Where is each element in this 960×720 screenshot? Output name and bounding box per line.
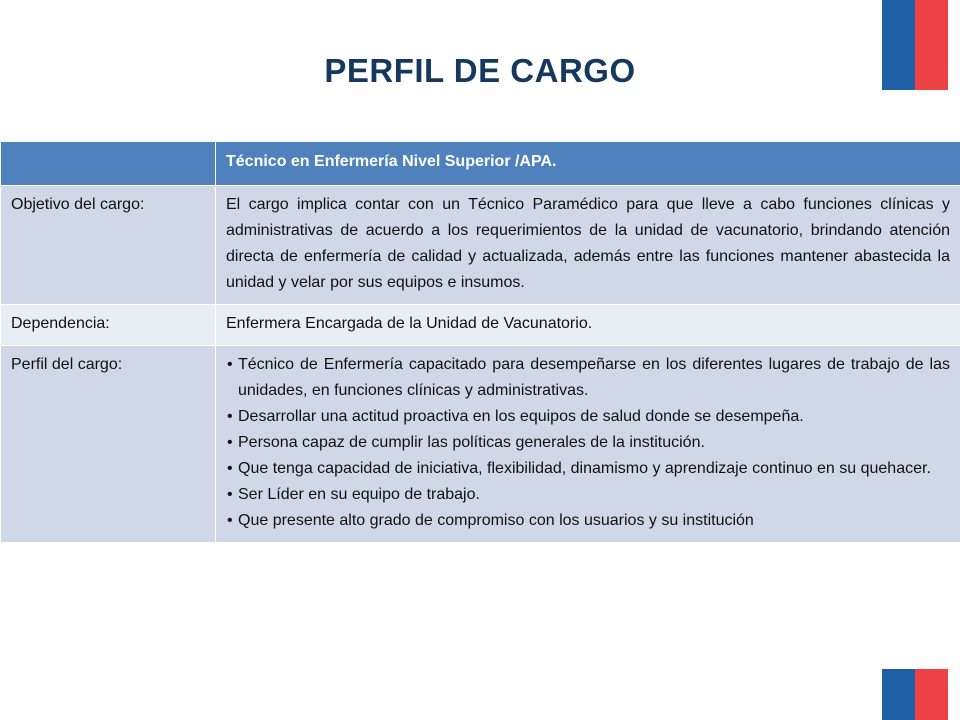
perfil-value (216, 346, 960, 543)
bullet-icon: • (227, 486, 233, 503)
bullet-icon: • (227, 460, 233, 477)
list-item: • Persona capaz de cumplir las políticas generales de la institución. (226, 430, 950, 456)
bullet-icon: • (227, 512, 233, 529)
list-item: • Que presente alto grado de compromiso con los usuarios y su institución (226, 508, 950, 534)
bullet-icon: • (227, 434, 233, 451)
table-header-row (1, 142, 960, 186)
perfil-label: Perfil del cargo: (1, 346, 216, 543)
list-item: • Desarrollar una actitud proactiva en los equipos de salud donde se desempeña. (226, 404, 950, 430)
bullet-icon: • (227, 408, 233, 425)
table-row-dependencia (1, 305, 960, 346)
header-label-cell (1, 142, 216, 186)
flag-stripe-bottom (882, 669, 948, 720)
dependencia-label: Dependencia: (1, 305, 216, 346)
objetivo-value: El cargo implica contar con un Técnico Paramédico para que lleve a cabo funciones clínicas y administrativas de acuerdo a los requerimientos de la unidad de vacunatorio, brindando atención directa de enfermería de calidad y actualizada, además entre las funciones mantener abastecida la unidad y velar por sus equipos e insumos. (216, 186, 960, 305)
list-item: • Ser Líder en su equipo de trabajo. (226, 482, 950, 508)
bullet-icon: • (227, 356, 233, 373)
page-title: PERFIL DE CARGO (324, 52, 636, 89)
list-item: • Que tenga capacidad de iniciativa, flexibilidad, dinamismo y aprendizaje continuo en su quehacer. (226, 456, 950, 482)
table-row-objetivo (1, 186, 960, 305)
job-title-cell: Técnico en Enfermería Nivel Superior /APA. (216, 142, 960, 186)
list-item: • Técnico de Enfermería capacitado para desempeñarse en los diferentes lugares de trabajo de las unidades, en funciones clínicas y administrativas. (226, 352, 950, 404)
table-row-perfil (1, 346, 960, 543)
perfil-bullet-list (226, 352, 950, 534)
dependencia-value: Enfermera Encargada de la Unidad de Vacunatorio. (216, 305, 960, 346)
flag-blue-stripe (882, 669, 915, 720)
flag-red-stripe (915, 669, 948, 720)
objetivo-label: Objetivo del cargo: (1, 186, 216, 305)
job-profile-table (0, 141, 960, 543)
